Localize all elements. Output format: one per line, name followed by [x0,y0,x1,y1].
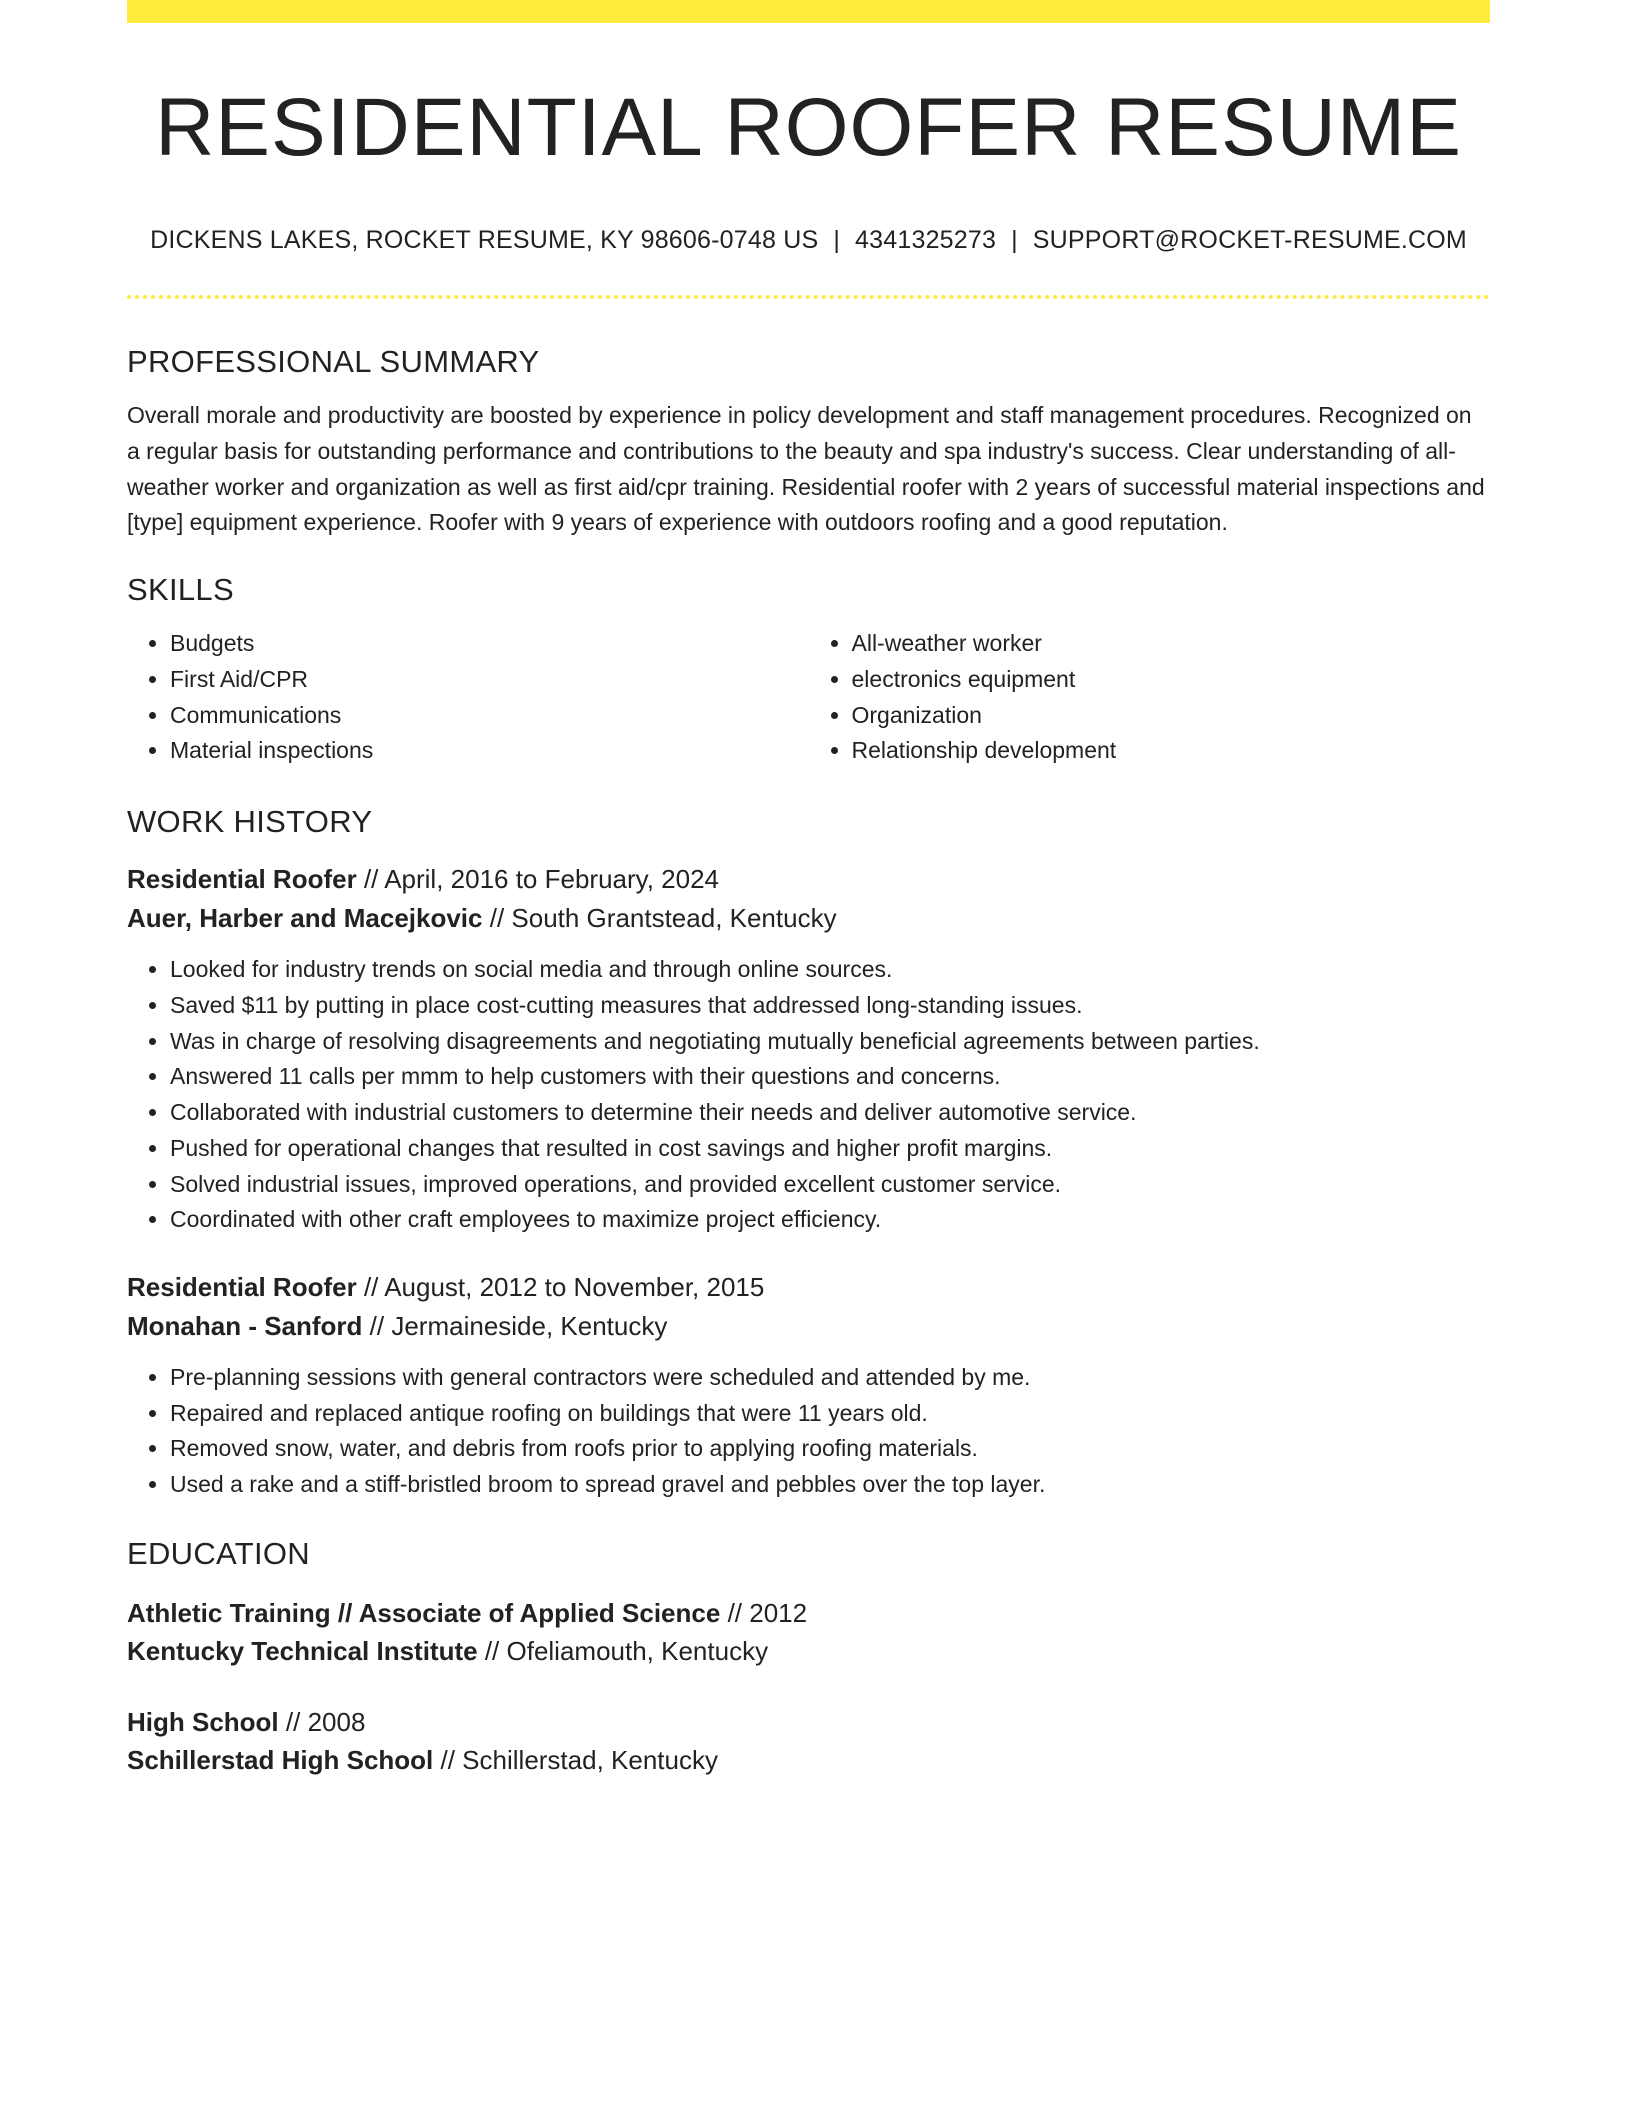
job-title-line [127,1268,1490,1307]
job-duty: • Used a rake and a stiff-bristled broom to spread gravel and pebbles over the top layer. [170,1467,1490,1503]
skill-item: • Relationship development [852,733,1491,769]
skills-column-left [127,626,809,769]
job-duty: • Was in charge of resolving disagreements and negotiating mutually beneficial agreements between parties. [170,1024,1490,1060]
summary-heading: PROFESSIONAL SUMMARY [127,344,540,380]
education-entry [127,1594,1490,1670]
skill-item: • First Aid/CPR [170,662,809,698]
address: DICKENS LAKES, ROCKET RESUME, KY 98606-0748 US [150,226,819,255]
job-duty: • Pushed for operational changes that resulted in cost savings and higher profit margins. [170,1131,1490,1167]
education-year: // 2008 [285,1707,366,1737]
job-duty: • Collaborated with industrial customers to determine their needs and deliver automotive service. [170,1095,1490,1131]
job-entry [127,1268,1490,1503]
job-dates: // April, 2016 to February, 2024 [363,864,720,895]
education-heading: EDUCATION [127,1535,310,1571]
job-title: Residential Roofer [127,864,357,895]
job-title: Residential Roofer [127,1272,357,1302]
education-school: Kentucky Technical Institute [127,1636,478,1666]
contact-separator: | [833,226,841,255]
skill-item: • Organization [852,698,1491,734]
job-duty: • Removed snow, water, and debris from roofs prior to applying roofing materials. [170,1431,1490,1467]
education-degree-line [127,1594,1490,1632]
education-degree: Athletic Training // Associate of Applied Science [127,1598,721,1628]
header-divider [127,295,1490,299]
education-entry [127,1703,1490,1779]
phone: 4341325273 [855,226,997,255]
skill-item: • Communications [170,698,809,734]
education-school-line [127,1632,1490,1670]
education-location: // Ofeliamouth, Kentucky [484,1636,769,1666]
job-duty: • Looked for industry trends on social media and through online sources. [170,952,1490,988]
skill-item: • Budgets [170,626,809,662]
job-location: // South Grantstead, Kentucky [489,903,837,934]
top-accent-bar [127,0,1490,23]
education-degree: High School [127,1707,279,1737]
skills-list [127,626,1490,769]
email: SUPPORT@ROCKET-RESUME.COM [1032,226,1467,255]
job-dates: // August, 2012 to November, 2015 [363,1272,765,1302]
education-school-line [127,1741,1490,1779]
job-title-line [127,860,1490,899]
contact-line [127,225,1490,255]
summary-text: Overall morale and productivity are boosted by experience in policy development and staff management procedures. Recognized on a regular basis for outstanding performance and contributions to the beauty and spa industry's success. Clear understanding of all-weather worker and organization as well as first aid/cpr training. Residential roofer with 2 years of successful material inspections and [type] equipment experience. Roofer with 9 years of experience with outdoors roofing and a good reputation. [127,402,1485,536]
job-duties [127,952,1490,1238]
skill-item: • electronics equipment [852,662,1491,698]
resume-page [127,0,1490,1779]
education-location: // Schillerstad, Kentucky [440,1745,718,1775]
job-company-line [127,899,1490,938]
education-degree-line [127,1703,1490,1741]
job-company-line [127,1307,1490,1346]
skill-item: • Material inspections [170,733,809,769]
education-year: // 2012 [727,1598,808,1628]
job-duty: • Answered 11 calls per mmm to help customers with their questions and concerns. [170,1059,1490,1095]
skills-heading: SKILLS [127,572,234,608]
job-duty: • Coordinated with other craft employees to maximize project efficiency. [170,1202,1490,1238]
education-school: Schillerstad High School [127,1745,434,1775]
skills-column-right [809,626,1491,769]
job-duty: • Repaired and replaced antique roofing on buildings that were 11 years old. [170,1396,1490,1432]
skill-item: • All-weather worker [852,626,1491,662]
job-company: Monahan - Sanford [127,1311,363,1341]
contact-separator: | [1011,226,1018,255]
job-duties [127,1360,1490,1503]
job-company: Auer, Harber and Macejkovic [127,903,483,934]
job-location: // Jermaineside, Kentucky [369,1311,668,1341]
job-duty: • Pre-planning sessions with general contractors were scheduled and attended by me. [170,1360,1490,1396]
work-history-heading: WORK HISTORY [127,804,373,840]
resume-title: RESIDENTIAL ROOFER RESUME [155,82,1462,173]
job-entry [127,860,1490,1238]
job-duty: • Solved industrial issues, improved operations, and provided excellent customer service. [170,1167,1490,1203]
job-duty: • Saved $11 by putting in place cost-cutting measures that addressed long-standing issues. [170,988,1490,1024]
